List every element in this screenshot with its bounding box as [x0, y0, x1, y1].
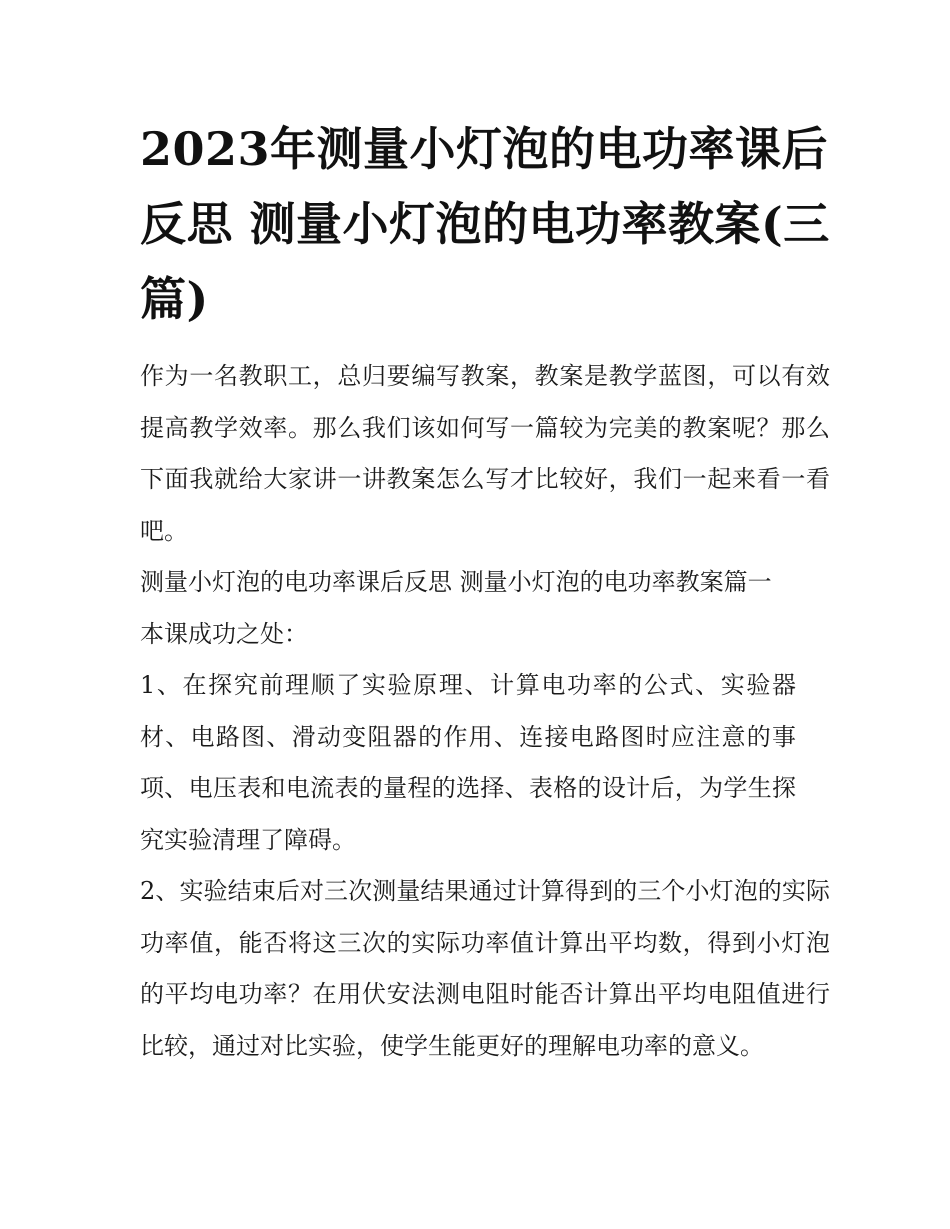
document-title: 2023年测量小灯泡的电功率课后反思 测量小灯泡的电功率教案(三篇): [140, 122, 830, 326]
document-body: [140, 112, 830, 1072]
section-heading: 测量小灯泡的电功率课后反思 测量小灯泡的电功率教案篇一: [140, 568, 772, 596]
intro-paragraph: 作为一名教职工，总归要编写教案，教案是教学蓝图，可以有效提高教学效率。那么我们该如何写一篇较为完美的教案呢？那么下面我就给大家讲一讲教案怎么写才比较好，我们一起来看一看吧。: [140, 362, 830, 545]
point-two-paragraph: 2、实验结束后对三次测量结果通过计算得到的三个小灯泡的实际功率值，能否将这三次的实际功率值计算出平均数，得到小灯泡的平均电功率？在用伏安法测电阻时能否计算出平均电阻值进行比较，通过对比实验，使学生能更好的理解电功率的意义。: [140, 877, 830, 1060]
point-one-paragraph: 1、在探究前理顺了实验原理、计算电功率的公式、实验器材、电路图、滑动变阻器的作用、连接电路图时应注意的事项、电压表和电流表的量程的选择、表格的设计后，为学生探究实验清理了障碍。: [140, 671, 796, 854]
success-heading: 本课成功之处：: [140, 619, 308, 648]
